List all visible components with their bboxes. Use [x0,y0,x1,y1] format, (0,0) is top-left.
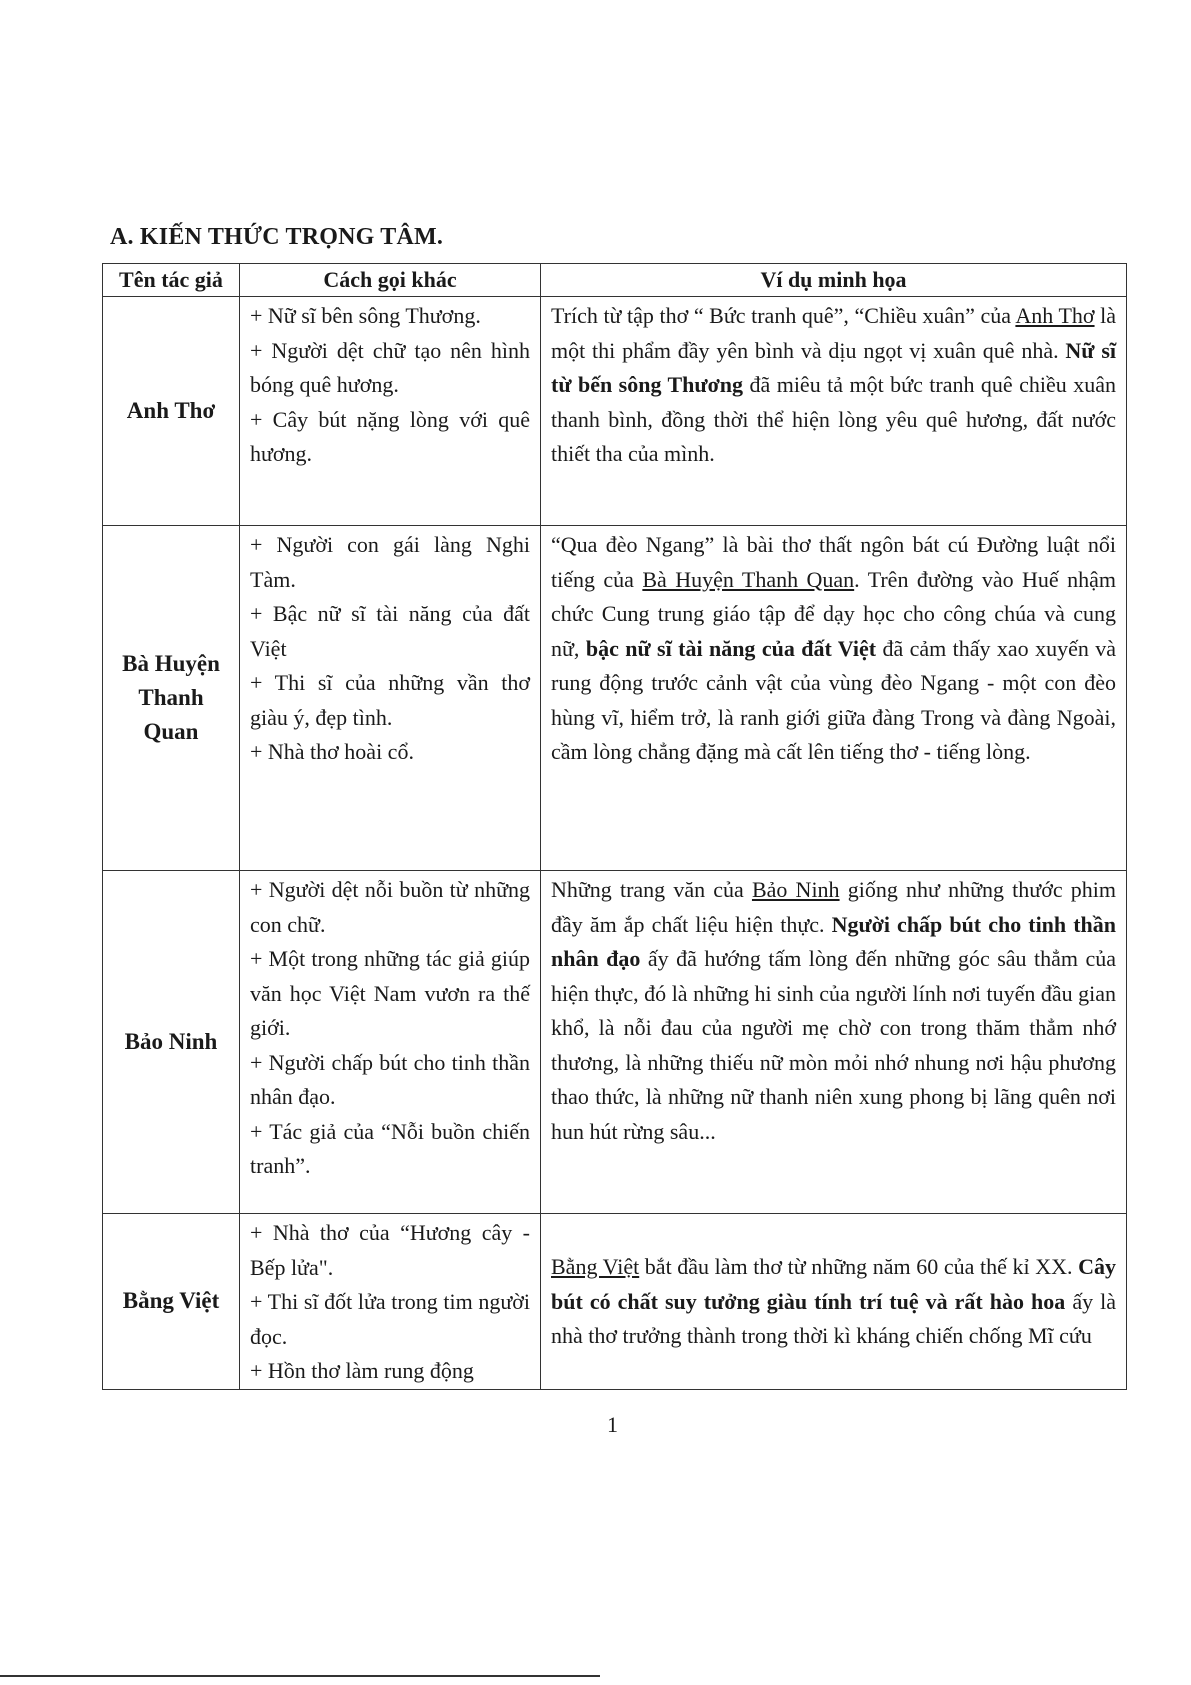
alias-item: + Người dệt nỗi buồn từ những con chữ. [250,877,530,937]
author-table [102,263,1127,1390]
alias-item: + Cây bút nặng lòng với quê hương. [250,406,530,466]
footer-divider [0,1675,600,1677]
header-alias: Cách gọi khác [240,264,541,297]
alias-item: + Hồn thơ làm rung động [250,1358,474,1383]
alias-cell [240,871,541,1214]
example-segment: là một thi phẩm đầy yên bình và dịu ngọt vị xuân quê nhà. [551,303,1117,363]
example-cell [541,871,1127,1214]
author-name: Bằng Việt [103,1214,240,1390]
author-underlined: Bảo Ninh [751,877,840,902]
example-segment: . Trên đường vào Huế nhậm chức Cung trung giáo tập để dạy học cho công chúa và cung nữ, [551,566,1116,661]
example-segment: bắt đầu làm thơ từ những năm 60 của thế kỉ XX. [639,1254,1079,1279]
page-number: 1 [607,1412,618,1437]
example-emphasis: Nữ sĩ từ bến sông Thương [551,337,1116,397]
alias-item: + Thi sĩ đốt lửa trong tim người đọc. [250,1289,530,1349]
alias-item: + Người con gái làng Nghi Tàm. [250,532,530,592]
alias-item: + Bậc nữ sĩ tài năng của đất Việt [250,601,530,661]
alias-item: + Nhà thơ hoài cổ. [250,739,414,764]
example-segment: ấy đã hướng tấm lòng đến những góc sâu thẳm của hiện thực, đó là những hi sinh của người lính nơi tuyến đầu gian khổ, là nỗi đau của người mẹ chờ con trong thăm thẳm nhớ thương, là những thiếu nữ mòn mỏi nhớ nhung nơi hậu phương thao thức, là những nữ thanh niên xung phong bị lãng quên nơi hun hút rừng sâu... [551,946,1116,1144]
header-author: Tên tác giả [103,264,240,297]
example-cell [541,526,1127,871]
example-emphasis: Người chấp bút cho tinh thần nhân đạo [551,911,1117,971]
author-underlined: Bà Huyện Thanh Quan [642,566,855,592]
section-heading: A. KIẾN THỨC TRỌNG TÂM. [110,224,444,250]
example-cell [541,297,1127,526]
example-segment: “Qua đèo Ngang” là bài thơ thất ngôn bát cú Đường luật nổi tiếng của [551,532,1116,592]
alias-item: + Một trong những tác giả giúp văn học Việt Nam vươn ra thế giới. [250,946,530,1040]
example-segment: giống như những thước phim đầy ăm ắp chất liệu hiện thực. [551,877,1116,937]
alias-cell [240,297,541,526]
alias-item: + Thi sĩ của những vần thơ giàu ý, đẹp tình. [250,670,530,730]
alias-item: + Người dệt chữ tạo nên hình bóng quê hương. [250,337,530,397]
example-segment: đã cảm thấy xao xuyến và rung động trước cảnh vật của vùng đèo Ngang - một con đèo hùng vĩ, hiểm trở, là ranh giới giữa đàng Trong và đàng Ngoài, cầm lòng chẳng đặng mà cất lên tiếng thơ - tiếng lòng. [551,635,1116,764]
example-segment: đã miêu tả một bức tranh quê chiều xuân thanh bình, đồng thời thể hiện lòng yêu quê hương, đất nước thiết tha của mình. [551,372,1116,466]
author-name: Bà Huyện Thanh Quan [103,526,240,871]
table-row [103,526,1127,871]
author-name: Bảo Ninh [103,871,240,1214]
example-emphasis: bậc nữ sĩ tài năng của đất Việt [585,635,877,661]
author-name: Anh Thơ [103,297,240,526]
table-row [103,871,1127,1214]
alias-item: + Nhà thơ của “Hương cây - Bếp lửa". [250,1220,530,1280]
example-segment: ấy là nhà thơ trưởng thành trong thời kì kháng chiến chống Mĩ cứu [551,1288,1116,1348]
alias-cell [240,1214,541,1390]
author-underlined: Anh Thơ [1015,303,1095,328]
table-row [103,1214,1127,1390]
alias-item: + Nữ sĩ bên sông Thương. [250,303,481,328]
example-segment: Những trang văn của [551,877,752,902]
table-row [103,297,1127,526]
example-cell [541,1214,1127,1390]
alias-cell [240,526,541,871]
example-segment: Trích từ tập thơ “ Bức tranh quê”, “Chiều xuân” của [551,303,1016,328]
alias-item: + Tác giả của “Nỗi buồn chiến tranh”. [250,1118,530,1178]
alias-item: + Người chấp bút cho tinh thần nhân đạo. [250,1049,530,1109]
table-header-row [103,264,1127,297]
example-emphasis: Cây bút có chất suy tưởng giàu tính trí tuệ và rất hào hoa [551,1254,1116,1314]
header-example: Ví dụ minh họa [541,264,1127,297]
author-underlined: Bằng Việt [551,1254,640,1279]
